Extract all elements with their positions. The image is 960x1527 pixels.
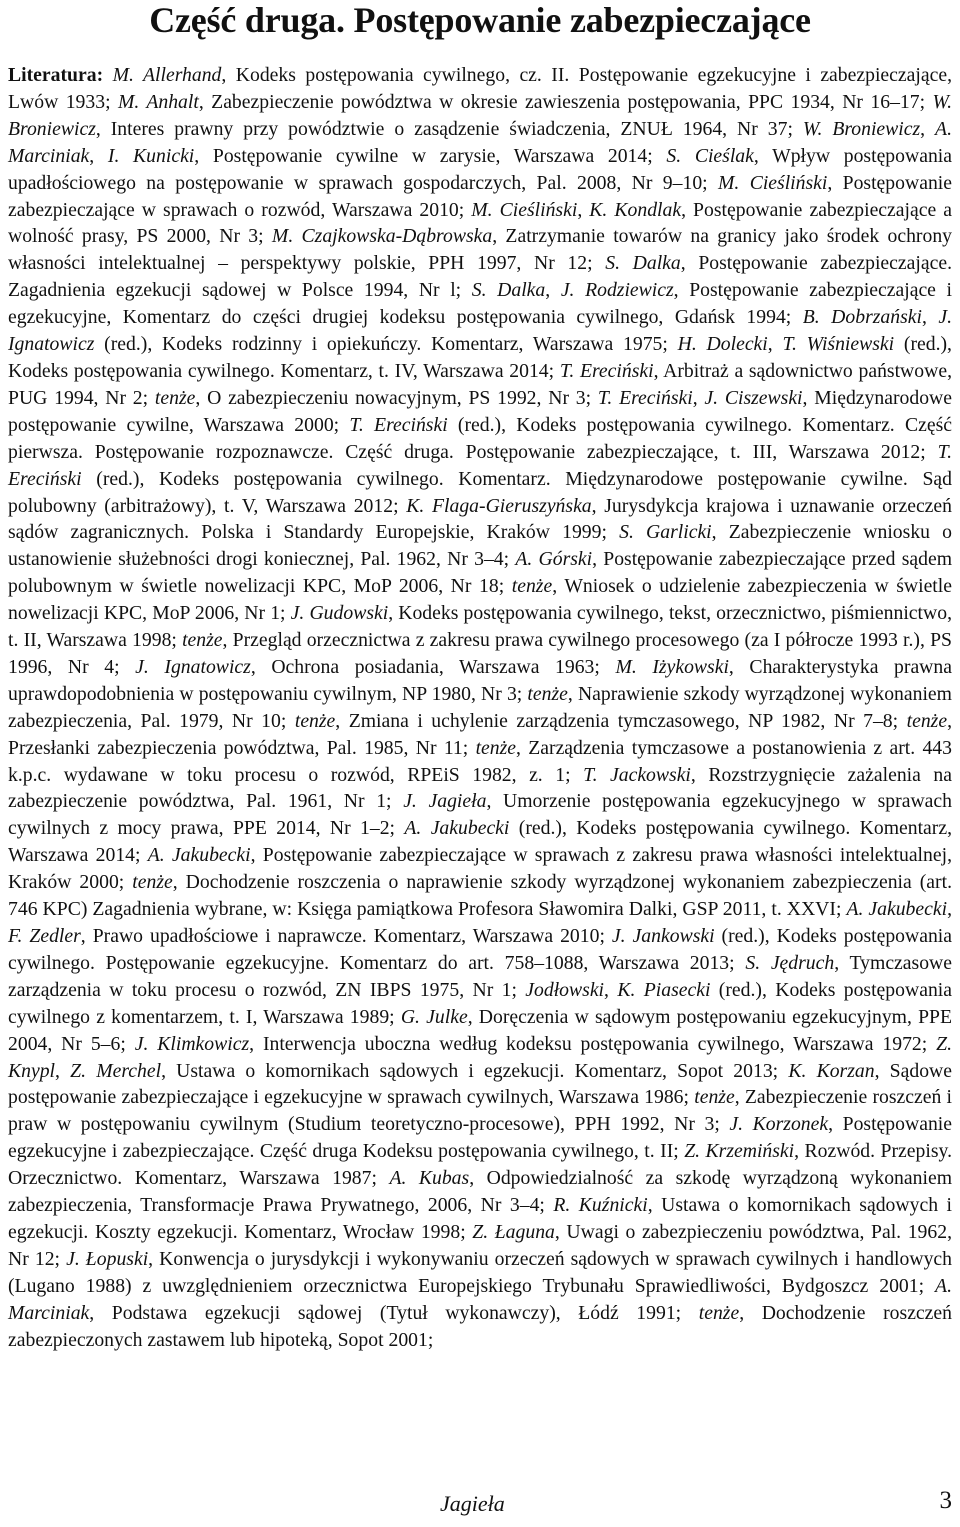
author-name: J. Jankowski [611, 925, 715, 947]
author-name: tenże [132, 871, 173, 894]
citation-text: , Naprawienie szkody wyrządzonej wykonaniem zabezpieczenia, Pal. 1979, Nr 10; [8, 682, 952, 732]
citation-text: , Postępowanie zabezpieczające. Zagadnienia egzekucji sądowej w Polsce 1994, Nr l; [8, 252, 952, 302]
author-name: J. Korzonek [729, 1113, 829, 1136]
citation-text: , [947, 898, 953, 921]
citation-text: , Umorzenie postępowania egzekucyjnego w sprawach cywilnych z mocy prawa, PPE 2014, Nr 1–2; [8, 790, 952, 840]
author-name: J. Łopuski [66, 1247, 149, 1270]
citation-text: , Zabezpieczenie roszczeń i praw w postępowaniu cywilnym (Studium teoretyczno-procesowe), PPH 1992, Nr 3; [8, 1086, 953, 1136]
page-number: 3 [939, 1487, 952, 1514]
citation-text: (red.), Kodeks postępowania cywilnego. Komentarz, Warszawa 2014; [8, 817, 953, 867]
author-name: Z. Merchel [70, 1059, 162, 1082]
author-name: Z. Łaguna [472, 1220, 555, 1243]
author-name: tenże [182, 629, 223, 652]
citation-text: , Postępowanie zabezpieczające przed sądem polubownym w świetle nowelizacji KPC, MoP 2006, Nr 18; [8, 548, 953, 598]
author-name: S. Cieślak [666, 144, 754, 167]
author-name: M. Allerhand [112, 64, 222, 86]
author-name: Jodłowski [525, 978, 605, 1001]
citation-text: , [604, 978, 618, 1001]
author-name: K. Kondlak [589, 198, 682, 221]
author-name: A. Jakubecki [147, 844, 251, 867]
author-name: T. Wiśniewski [782, 333, 895, 356]
citation-text: , [545, 279, 561, 302]
citation-text: , Przesłanki zabezpieczenia powództwa, Pal. 1985, Nr 11; [8, 709, 952, 759]
author-name: T. Ereciński [597, 386, 693, 409]
author-name: K. Flaga-Gieruszyńska [406, 494, 592, 517]
citation-text: , Postępowanie zabezpieczające w sprawach o rozwód, Warszawa 2010; [8, 171, 952, 221]
citation-text: (red.), Kodeks rodzinny i opiekuńczy. Komentarz, Warszawa 1975; [94, 333, 678, 356]
citation-text: , Konwencja o jurysdykcji i wykonywaniu orzeczeń sądowych w sprawach cywilnych i handlowych (Lugano 1988) z uwzględnieniem orzecznictwa Europejskiego Trybunału Sprawiedliwości, Bydgoszcz 2001; [8, 1247, 952, 1297]
author-name: S. Garlicki [619, 521, 712, 544]
citation-text: , [767, 333, 783, 356]
citation-text: , Ustawa o komornikach sądowych i egzekucji. Komentarz, Sopot 2013; [161, 1059, 789, 1082]
author-name: A. Marciniak [8, 117, 952, 167]
author-name: M. Cieśliński [718, 171, 828, 194]
citation-text: , Dochodzenie roszczenia o naprawienie szkody wyrządzonej wykonaniem zabezpieczenia (art. 746 KPC) Zagadnienia wybrane, w: Księga pamiątkowa Profesora Sławomira Dalki, GSP 2011, t. XXVI; [8, 871, 952, 921]
citation-text: , Podstawa egzekucji sądowej (Tytuł wykonawczy), Łódź 1991; [89, 1301, 699, 1324]
citation-text: , Przegląd orzecznictwa z zakresu prawa cywilnego procesowego (za I półrocze 1993 r.), PS 1996, Nr 4; [8, 629, 952, 678]
author-name: tenże [511, 575, 553, 598]
author-name: T. Ereciński [8, 440, 952, 490]
citation-text: , Zarządzenia tymczasowe a postanowienia z art. 443 k.p.c. wydawane w toku procesu o rozwód, RPEiS 1982, z. 1; [8, 736, 952, 786]
citation-text: , O zabezpieczeniu nowacyjnym, PS 1992, Nr 3; [195, 386, 598, 409]
citation-text: , Kodeks postępowania cywilnego, cz. II. Postępowanie egzekucyjne i zabezpieczające, Lwów 1933; [8, 64, 952, 113]
citation-text: (red.), Kodeks postępowania cywilnego. Komentarz, t. IV, Warszawa 2014; [8, 333, 952, 382]
author-name: I. Kunicki [107, 144, 195, 167]
bibliography-text [8, 64, 952, 1351]
author-name: T. Ereciński [349, 413, 448, 436]
citation-text: , Zabezpieczenie powództwa w okresie zawieszenia postępowania, PPC 1934, Nr 16–17; [198, 90, 933, 113]
author-name: tenże [698, 1301, 740, 1324]
citation-text: , Rozstrzygnięcie zażalenia na zabezpieczenie powództwa, Pal. 1961, Nr 1; [8, 763, 952, 813]
author-name: H. Dolecki [677, 333, 768, 356]
author-name: B. Dobrzański [802, 306, 922, 329]
citation-text: (red.), Kodeks postępowania cywilnego. Komentarz. Międzynarodowe postępowanie cywilne. Sąd polubowny (arbitrażowy), t. V, Warszawa 2012; [8, 467, 952, 517]
author-name: tenże [906, 709, 948, 732]
page-title: Część druga. Postępowanie zabezpieczające [149, 0, 811, 40]
citation-text: , Wpływ postępowania upadłościowego na postępowanie w sprawach gospodarczych, Pal. 2008, Nr 9–10; [8, 144, 952, 194]
author-name: tenże [475, 736, 517, 759]
author-name: tenże [694, 1086, 735, 1109]
citation-text: , Interwencja uboczna według kodeksu postępowania cywilnego, Warszawa 1972; [249, 1032, 937, 1055]
author-name: J. Rodziewicz [560, 279, 674, 302]
author-name: T. Ereciński [559, 359, 654, 382]
citation-text: , Jurysdykcja krajowa i uznawanie orzeczeń sądów zagranicznych. Polska i Standardy Europejskie, Kraków 1999; [8, 494, 953, 544]
citation-text: (red.), Kodeks postępowania cywilnego z komentarzem, t. I, Warszawa 1989; [8, 978, 952, 1028]
author-name: R. Kuźnicki [553, 1194, 648, 1217]
author-name: F. Zedler [8, 925, 81, 947]
author-name: A. Górski [515, 548, 593, 571]
citation-text: , Prawo upadłościowe i naprawcze. Komentarz, Warszawa 2010; [80, 925, 612, 947]
author-name: K. Korzan [788, 1059, 875, 1082]
citation-text: , Postępowanie cywilne w zarysie, Warszawa 2014; [194, 144, 667, 167]
citation-text: , Charakterystyka prawna uprawdopodobnienia w postępowaniu cywilnym, NP 1980, Nr 3; [8, 655, 952, 705]
citation-text: , [920, 117, 936, 140]
citation-text: , Ustawa o komornikach sądowych i egzekucji. Koszty egzekucji. Komentarz, Wrocław 1998; [8, 1194, 952, 1243]
citation-text: , Zatrzymanie towarów na granicy jako środek ochrony własności intelektualnej – perspektywy polskie, PPH 1997, Nr 12; [8, 225, 953, 275]
author-name: K. Piasecki [617, 978, 711, 1001]
citation-text: , [921, 306, 939, 329]
citation-text: (red.), Kodeks postępowania cywilnego. Komentarz. Część pierwsza. Postępowanie rozpoznawcze. Część druga. Postępowanie zabezpieczające, t. III, Warszawa 2012; [8, 413, 952, 463]
citation-text: , Sądowe postępowanie zabezpieczające i egzekucyjne w sprawach cywilnych, Warszawa 1986; [8, 1059, 952, 1109]
citation-text: , Zabezpieczenie wniosku o ustanowienie służebności drogi koniecznej, Pal. 1962, Nr 3–4; [8, 521, 952, 571]
author-name: S. Dalka [471, 279, 546, 302]
author-name: A. Jakubecki [404, 817, 510, 840]
citation-text: , [692, 386, 705, 409]
author-name: Z. Knypl [8, 1032, 952, 1082]
author-name: tenże [154, 386, 196, 409]
citation-text: , Postępowanie zabezpieczające a wolność prasy, PS 2000, Nr 3; [8, 198, 952, 248]
citation-text: , Postępowanie egzekucyjne i zabezpieczające. Część druga Kodeksu postępowania cywilnego, t. II; [8, 1113, 952, 1163]
citation-text: , Uwagi o zabezpieczeniu powództwa, Pal. 1962, Nr 12; [8, 1220, 952, 1270]
author-name: J. Ignatowicz [135, 655, 251, 678]
author-name: T. Jackowski [583, 763, 691, 786]
citation-text: , Doręczenia w sądowym postępowaniu egzekucyjnym, PPE 2004, Nr 5–6; [8, 1005, 952, 1055]
citation-text: , [577, 198, 590, 221]
author-name: J. Jagieła [403, 790, 487, 813]
citation-text: , Dochodzenie roszczeń zabezpieczonych zastawem lub hipoteką, Sopot 2001; [8, 1301, 952, 1351]
author-name: J. Ciszewski [704, 386, 803, 409]
citation-text: , Arbitraż a sądownictwo państwowe, PUG 1994, Nr 2; [8, 359, 952, 409]
author-name: M. Iżykowski [615, 655, 729, 678]
author-name: J. Gudowski [290, 602, 389, 625]
citation-text: , Rozwód. Przepisy. Orzecznictwo. Komentarz, Warszawa 1987; [8, 1140, 952, 1190]
citation-text: , Zmiana i uchylenie zarządzenia tymczasowego, NP 1982, Nr 7–8; [335, 709, 907, 732]
citation-text: , [89, 144, 108, 167]
citation-text: , Wniosek o udzielenie zabezpieczenia w świetle nowelizacji KPC, MoP 2006, Nr 1; [8, 575, 952, 625]
author-name: A. Jakubecki [846, 898, 948, 921]
author-name: M. Czajkowska-Dąbrowska [271, 225, 493, 248]
citation-text: , Międzynarodowe postępowanie cywilne, Warszawa 2000; [8, 386, 953, 436]
citation-text: , Postępowanie zabezpieczające i egzekucyjne, Komentarz do części drugiej kodeksu postępowania cywilnego, Gdańsk 1994; [8, 279, 953, 329]
author-name: J. Klimkowicz [134, 1032, 250, 1055]
author-name: A. Kubas [389, 1167, 470, 1190]
footer-author: Jagieła [440, 1491, 505, 1516]
citation-text: , Odpowiedzialność za szkodę wyrządzoną wykonaniem zabezpieczenia, Transformacje Prawa Prywatnego, 2006, Nr 3–4; [8, 1167, 953, 1217]
citation-text: , Postępowanie zabezpieczające w sprawach z zakresu prawa własności intelektualnej, Kraków 2000; [8, 844, 953, 894]
author-name: A. Marciniak [8, 1274, 952, 1324]
citation-text: , Tymczasowe zarządzenia w toku procesu o rozwód, ZN IBPS 1975, Nr 1; [8, 951, 952, 1001]
citation-text: , Ochrona posiadania, Warszawa 1963; [250, 655, 616, 678]
author-name: S. Jędruch [745, 951, 835, 974]
author-name: W. Broniewicz [8, 90, 952, 140]
author-name: Z. Krzemiński [684, 1140, 795, 1163]
author-name: M. Anhalt [117, 90, 199, 113]
author-name: S. Dalka [605, 252, 681, 275]
citation-text: , [55, 1059, 71, 1082]
literature-paragraph [8, 62, 952, 1354]
citation-text: , Interes prawny przy powództwie o zasądzenie świadczenia, ZNUŁ 1964, Nr 37; [95, 117, 803, 140]
citation-text: , Kodeks postępowania cywilnego, tekst, orzecznictwo, piśmiennictwo, t. II, Warszawa 1998; [8, 602, 953, 652]
author-name: tenże [527, 682, 568, 705]
author-name: tenże [294, 709, 336, 732]
citation-text: (red.), Kodeks postępowania cywilnego. Postępowanie egzekucyjne. Komentarz do art. 758–1088, Warszawa 2013; [8, 925, 953, 974]
author-name: J. Ignatowicz [8, 306, 953, 356]
author-name: M. Cieśliński [471, 198, 578, 221]
literature-label: Literatura: [8, 64, 104, 86]
author-name: G. Julke [400, 1005, 468, 1028]
author-name: W. Broniewicz [802, 117, 921, 140]
